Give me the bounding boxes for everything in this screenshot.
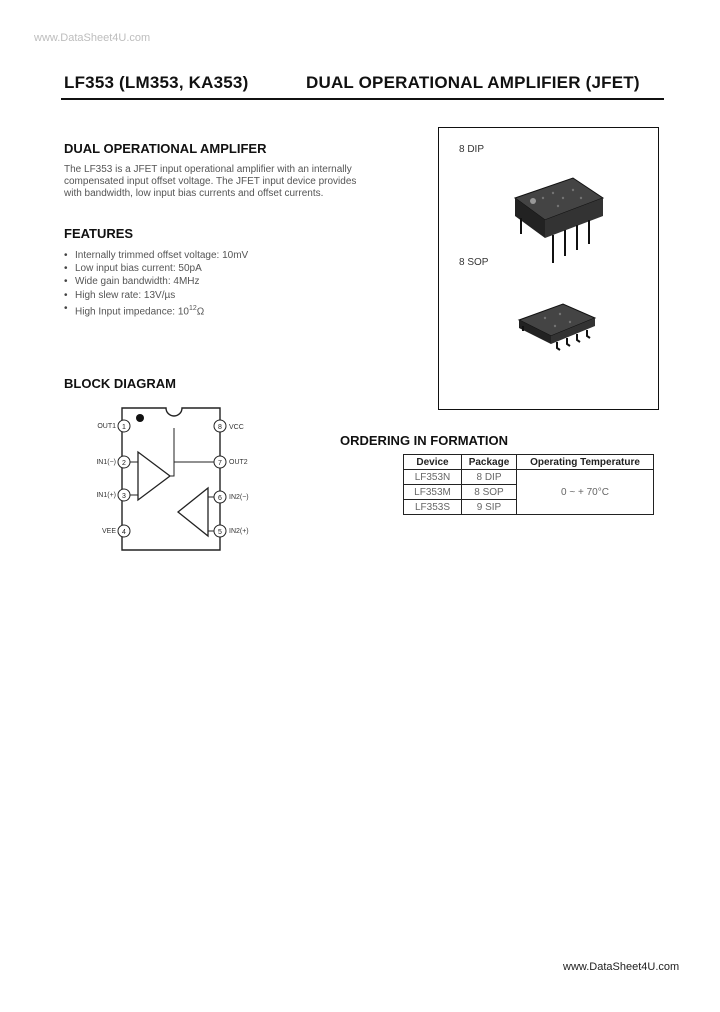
impedance-text: High Input impedance: 10 — [75, 306, 189, 318]
part-numbers: LF353 (LM353, KA353) — [64, 73, 249, 92]
temperature-cell: 0 ~ + 70°C — [517, 470, 654, 515]
column-header: Operating Temperature — [517, 455, 654, 470]
device-cell: LF353S — [404, 500, 462, 515]
package-box — [438, 127, 659, 410]
pin-label: OUT2 — [229, 459, 248, 466]
feature-item — [64, 302, 248, 319]
dip-package-image — [503, 168, 613, 268]
pin-number: 3 — [122, 493, 126, 500]
sop-label: 8 SOP — [459, 257, 489, 268]
description-text — [64, 164, 394, 200]
device-cell: LF353M — [404, 485, 462, 500]
block-diagram-heading: BLOCK DIAGRAM — [64, 376, 176, 391]
pin-label: VCC — [229, 424, 244, 431]
features-list — [64, 249, 248, 318]
description-line: compensated input offset voltage. The JFET input device provides — [64, 176, 357, 187]
ordering-table — [403, 454, 654, 515]
table-row — [404, 470, 654, 485]
package-cell: 8 DIP — [462, 470, 517, 485]
pin-label: IN2(−) — [229, 494, 249, 501]
description-line: The LF353 is a JFET input operational amplifier with an internally — [64, 164, 352, 175]
pin-number: 6 — [218, 495, 222, 502]
pin-label: IN1(−) — [96, 459, 116, 466]
impedance-unit: Ω — [196, 306, 205, 318]
watermark-top: www.DataSheet4U.com — [34, 32, 151, 44]
ordering-heading: ORDERING IN FORMATION — [340, 433, 509, 448]
pin-label: OUT1 — [97, 423, 116, 430]
ic-outline — [122, 408, 220, 550]
description-heading: DUAL OPERATIONAL AMPLIFER — [64, 141, 267, 156]
feature-item: • Low input bias current: 50pA — [64, 262, 248, 275]
table-header-row — [404, 455, 654, 470]
description-line: with bandwidth, low input bias currents and offset currents. — [64, 188, 324, 199]
pin-number: 5 — [218, 529, 222, 536]
opamp-2 — [178, 488, 208, 536]
dip-label: 8 DIP — [459, 144, 485, 155]
package-cell: 8 SOP — [462, 485, 517, 500]
feature-item: • High slew rate: 13V/µs — [64, 289, 248, 302]
feature-item: • Internally trimmed offset voltage: 10mV — [64, 249, 248, 262]
pin-label: IN2(+) — [229, 528, 249, 535]
page-title: DUAL OPERATIONAL AMPLIFIER (JFET) — [306, 73, 640, 92]
impedance-exponent: 12 — [188, 304, 197, 312]
column-header: Package — [462, 455, 517, 470]
pin-number: 8 — [218, 424, 222, 431]
opamp-1 — [138, 452, 170, 500]
sop-package-image — [515, 296, 605, 356]
features-heading: FEATURES — [64, 226, 134, 241]
pin-number: 2 — [122, 460, 126, 467]
pin-number: 4 — [122, 529, 126, 536]
package-cell: 9 SIP — [462, 500, 517, 515]
header-rule — [61, 98, 664, 100]
pin-number: 1 — [122, 424, 126, 431]
pin-label: IN1(+) — [96, 492, 116, 499]
device-cell: LF353N — [404, 470, 462, 485]
pin-number: 7 — [218, 460, 222, 467]
watermark-bottom: www.DataSheet4U.com — [563, 961, 680, 973]
column-header: Device — [404, 455, 462, 470]
pin1-dot — [136, 414, 144, 422]
feature-item: • Wide gain bandwidth: 4MHz — [64, 275, 248, 288]
block-diagram — [80, 400, 290, 560]
pin-label: VEE — [101, 528, 116, 535]
